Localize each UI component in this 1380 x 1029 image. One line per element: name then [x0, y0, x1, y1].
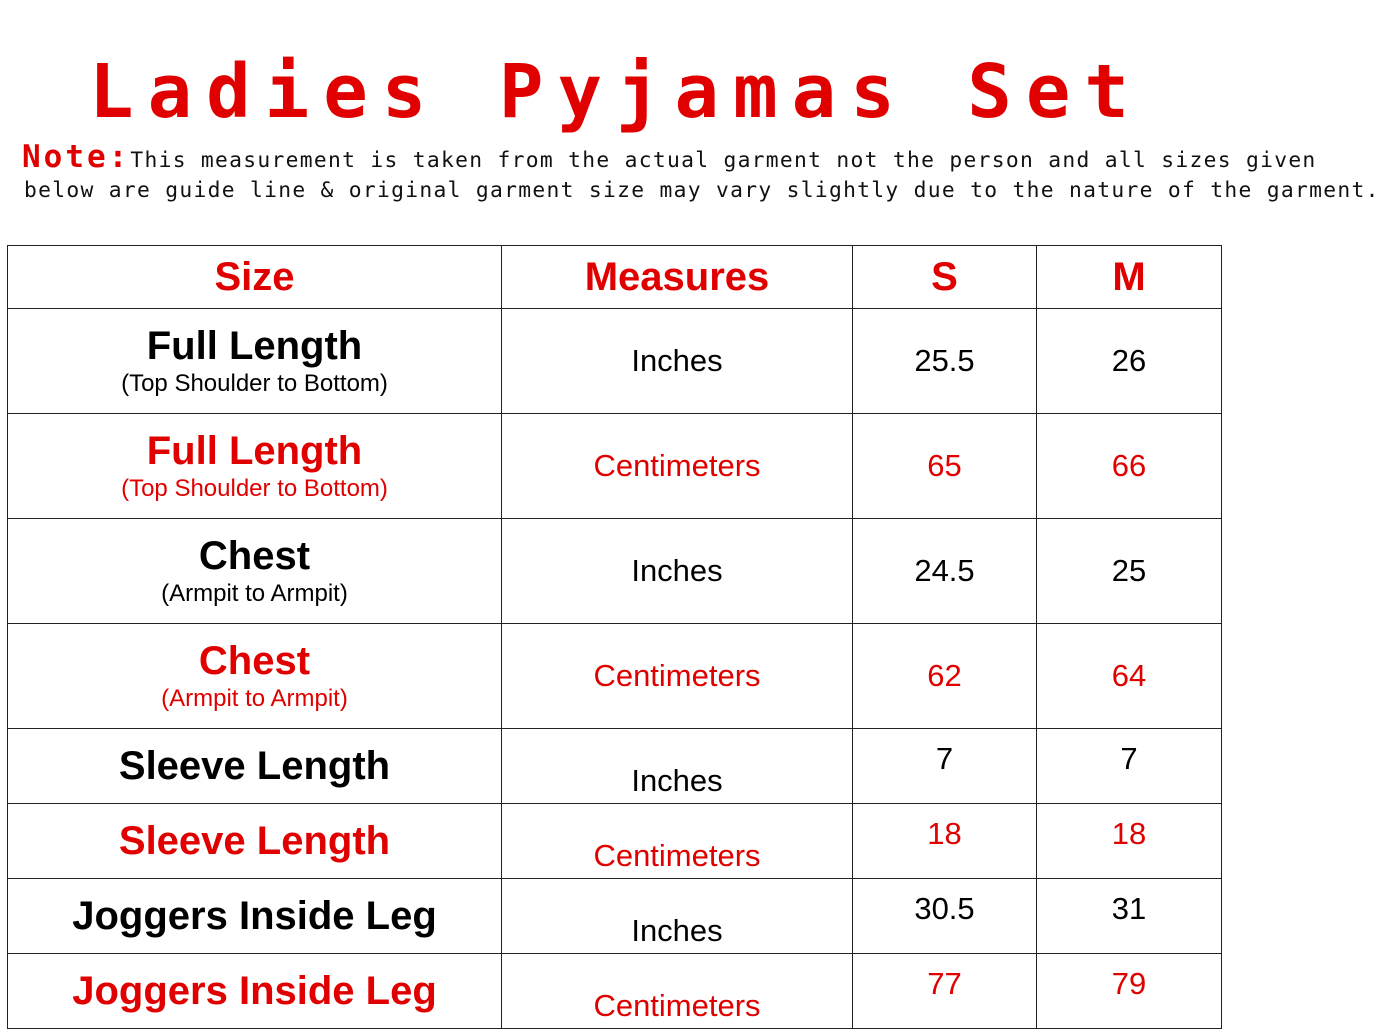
row-label: Chest [198, 639, 311, 683]
size-m-cell: 25 [1037, 519, 1222, 624]
table-row [8, 729, 1222, 804]
header-size: Size [8, 246, 502, 309]
row-label-cell [8, 804, 502, 879]
row-label-cell [8, 414, 502, 519]
unit-cell: Centimeters [502, 414, 853, 519]
unit-cell: Inches [502, 519, 853, 624]
unit-cell: Inches [502, 309, 853, 414]
row-sublabel: (Top Shoulder to Bottom) [121, 475, 388, 502]
row-label: Chest [198, 534, 311, 578]
size-chart-table [7, 245, 1222, 1029]
unit-cell: Centimeters [502, 954, 853, 1029]
note-text [22, 139, 1380, 206]
unit-cell: Centimeters [502, 624, 853, 729]
row-label: Full Length [146, 429, 363, 473]
row-label-cell [8, 729, 502, 804]
unit-cell: Inches [502, 879, 853, 954]
table-row [8, 954, 1222, 1029]
size-s-cell: 30.5 [853, 879, 1037, 954]
row-label: Full Length [146, 324, 363, 368]
page-title: Ladies Pyjamas Set [89, 49, 1143, 135]
header-measures: Measures [502, 246, 853, 309]
size-s-cell: 24.5 [853, 519, 1037, 624]
size-s-cell: 77 [853, 954, 1037, 1029]
header-s: S [853, 246, 1037, 309]
header-m: M [1037, 246, 1222, 309]
size-s-cell: 25.5 [853, 309, 1037, 414]
note-line-2: below are guide line & original garment size may vary slightly due to the nature of the garment. [24, 178, 1380, 203]
size-s-cell: 7 [853, 729, 1037, 804]
table-row [8, 804, 1222, 879]
size-m-cell: 64 [1037, 624, 1222, 729]
size-s-cell: 65 [853, 414, 1037, 519]
row-label: Sleeve Length [118, 744, 391, 788]
row-label-cell [8, 954, 502, 1029]
row-label-cell [8, 309, 502, 414]
row-label: Joggers Inside Leg [72, 969, 437, 1013]
row-sublabel: (Armpit to Armpit) [161, 580, 348, 607]
unit-cell: Centimeters [502, 804, 853, 879]
table-row [8, 309, 1222, 414]
table-header-row [8, 246, 1222, 309]
table-row [8, 519, 1222, 624]
row-label-cell [8, 624, 502, 729]
row-sublabel: (Top Shoulder to Bottom) [121, 370, 388, 397]
size-m-cell: 66 [1037, 414, 1222, 519]
table-row [8, 879, 1222, 954]
size-m-cell: 18 [1037, 804, 1222, 879]
row-sublabel: (Armpit to Armpit) [161, 685, 348, 712]
size-s-cell: 62 [853, 624, 1037, 729]
note-line-1: This measurement is taken from the actual garment not the person and all sizes given [130, 148, 1317, 173]
size-m-cell: 79 [1037, 954, 1222, 1029]
size-m-cell: 31 [1037, 879, 1222, 954]
row-label-cell [8, 519, 502, 624]
row-label: Joggers Inside Leg [72, 894, 437, 938]
size-s-cell: 18 [853, 804, 1037, 879]
row-label: Sleeve Length [118, 819, 391, 863]
row-label-cell [8, 879, 502, 954]
size-m-cell: 7 [1037, 729, 1222, 804]
table-row [8, 624, 1222, 729]
unit-cell: Inches [502, 729, 853, 804]
note-label: Note: [22, 139, 131, 175]
table-row [8, 414, 1222, 519]
size-m-cell: 26 [1037, 309, 1222, 414]
